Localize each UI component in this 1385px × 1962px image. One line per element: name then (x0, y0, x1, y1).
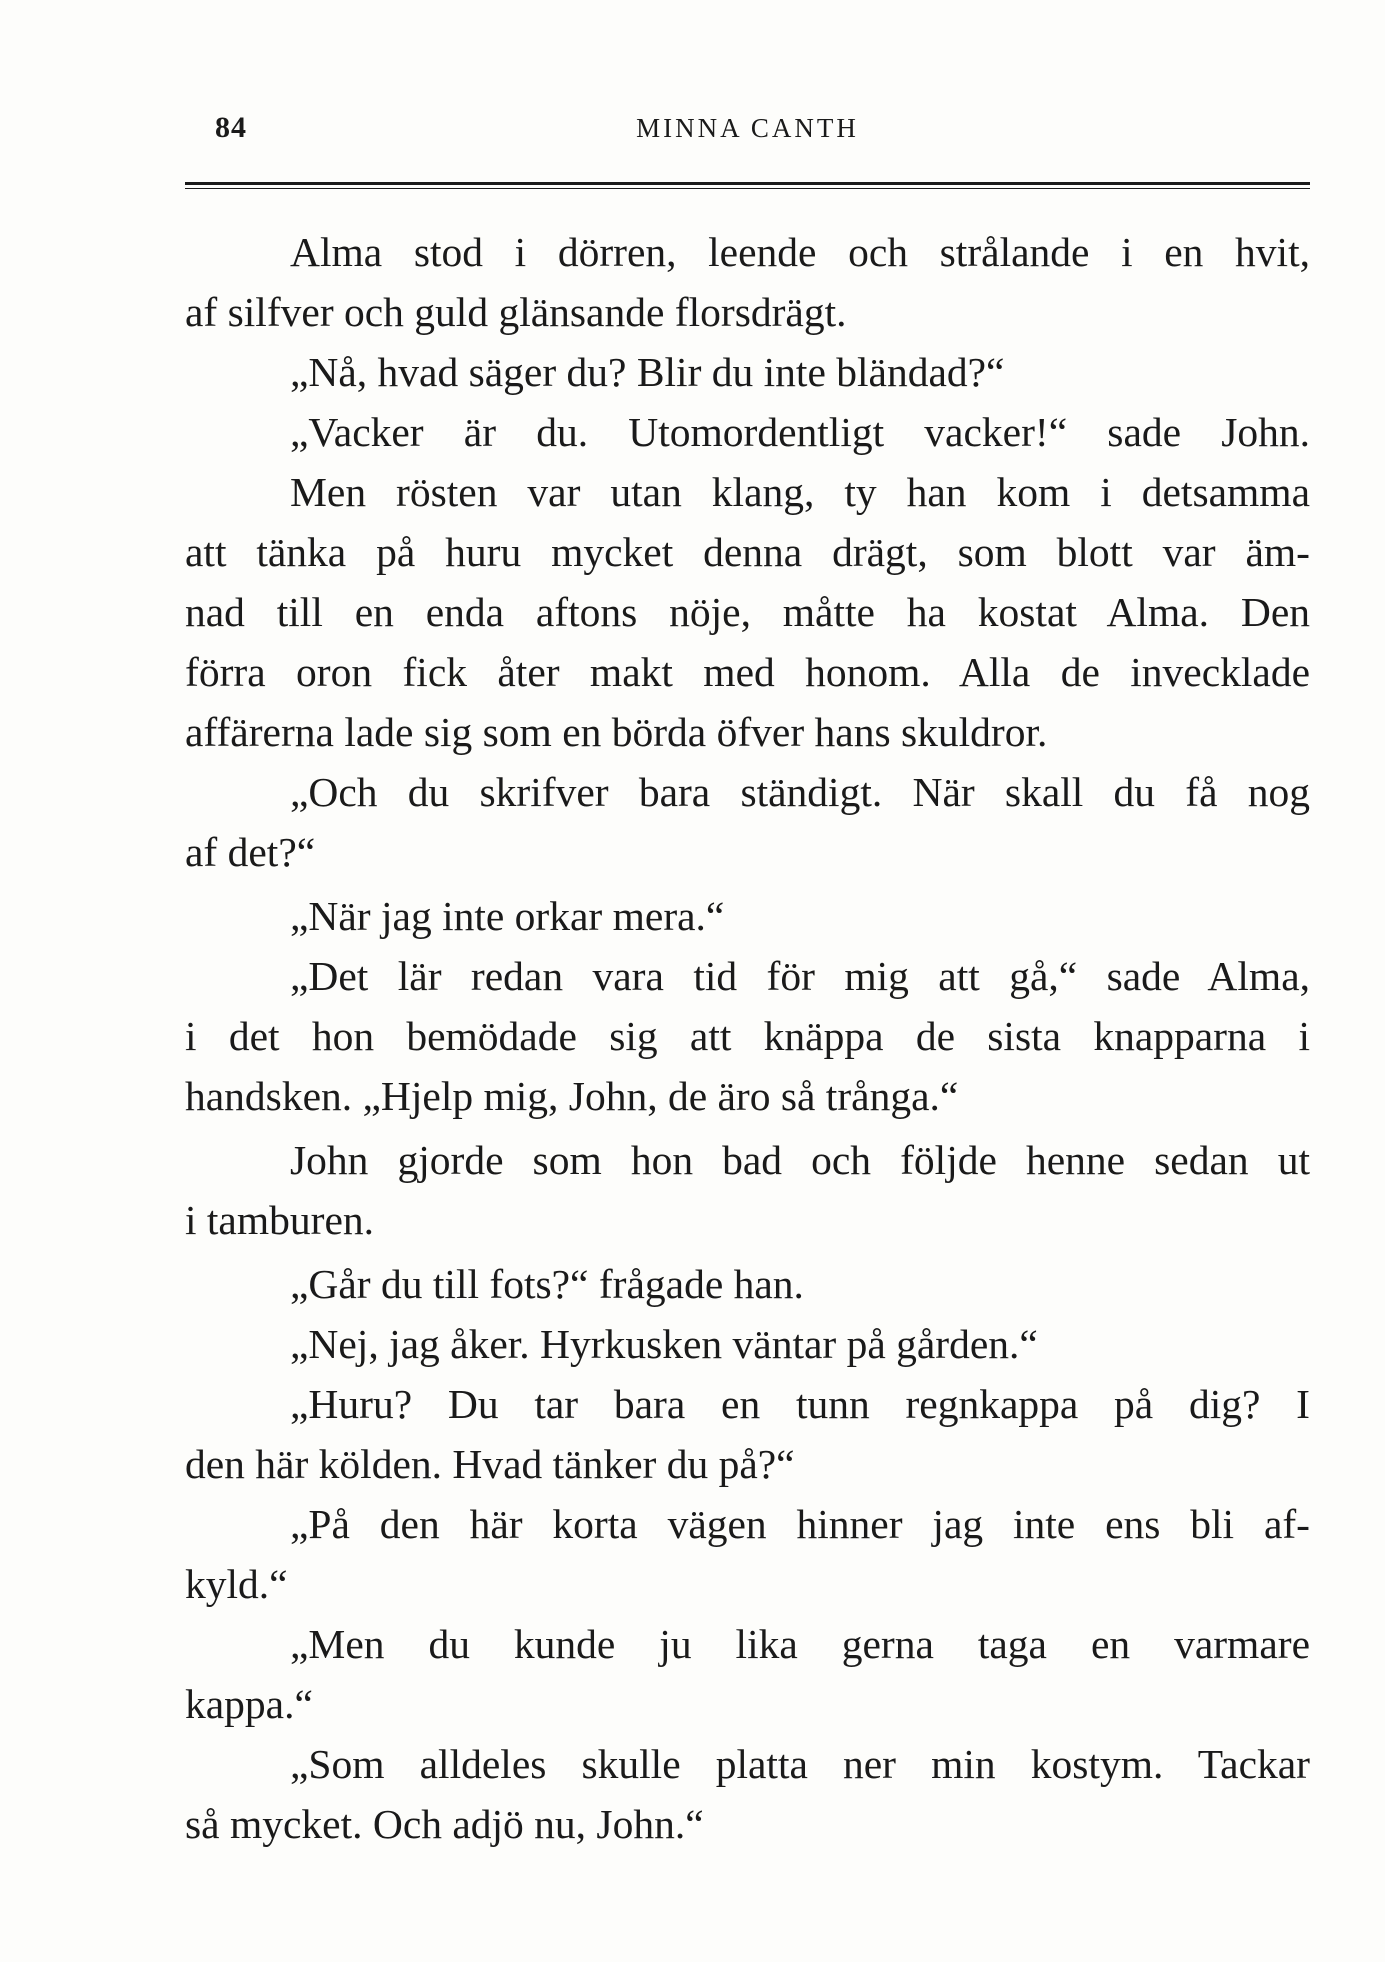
text-line: nad till en enda aftons nöje, måtte ha kostat Alma. Den (185, 589, 1310, 635)
text-line: kappa.“ (185, 1681, 313, 1727)
text-line: „Det lär redan vara tid för mig att gå,“ sade Alma, (290, 953, 1310, 999)
text-line: „Vacker är du. Utomordentligt vacker!“ sade John. (290, 409, 1310, 455)
text-line: att tänka på huru mycket denna drägt, som blott var äm- (185, 529, 1310, 575)
text-line: „Nå, hvad säger du? Blir du inte bländad?“ (290, 349, 1005, 395)
page-header (185, 105, 1310, 155)
text-line: „Men du kunde ju lika gerna taga en varmare (290, 1621, 1310, 1667)
text-line: handsken. „Hjelp mig, John, de äro så trånga.“ (185, 1073, 959, 1119)
text-line: kyld.“ (185, 1561, 288, 1607)
text-line: „Går du till fots?“ frågade han. (290, 1261, 804, 1307)
text-line: så mycket. Och adjö nu, John.“ (185, 1801, 704, 1847)
text-line: „Huru? Du tar bara en tunn regnkappa på dig? I (290, 1381, 1310, 1427)
text-line: i det hon bemödade sig att knäppa de sista knapparna i (185, 1013, 1310, 1059)
text-line: den här kölden. Hvad tänker du på?“ (185, 1441, 795, 1487)
text-line: i tamburen. (185, 1197, 374, 1243)
header-rule (185, 182, 1310, 189)
body-text (185, 222, 1310, 1854)
text-line: „När jag inte orkar mera.“ (290, 893, 725, 939)
text-line: förra oron fick åter makt med honom. Alla de invecklade (185, 649, 1310, 695)
text-line: af det?“ (185, 829, 316, 875)
text-line: „Som alldeles skulle platta ner min kostym. Tackar (290, 1741, 1310, 1787)
running-title: MINNA CANTH (636, 113, 859, 143)
text-line: Alma stod i dörren, leende och strålande i en hvit, (290, 229, 1310, 275)
text-line: „Och du skrifver bara ständigt. När skall du få nog (290, 769, 1310, 815)
text-line: af silfver och guld glänsande florsdrägt. (185, 289, 847, 335)
text-line: „Nej, jag åker. Hyrkusken väntar på gården.“ (290, 1321, 1038, 1367)
text-line: John gjorde som hon bad och följde henne sedan ut (290, 1137, 1310, 1183)
text-line: „På den här korta vägen hinner jag inte ens bli af- (290, 1501, 1310, 1547)
text-line: Men rösten var utan klang, ty han kom i detsamma (290, 469, 1310, 515)
text-line: affärerna lade sig som en börda öfver hans skuldror. (185, 709, 1048, 755)
page-number: 84 (215, 111, 247, 144)
